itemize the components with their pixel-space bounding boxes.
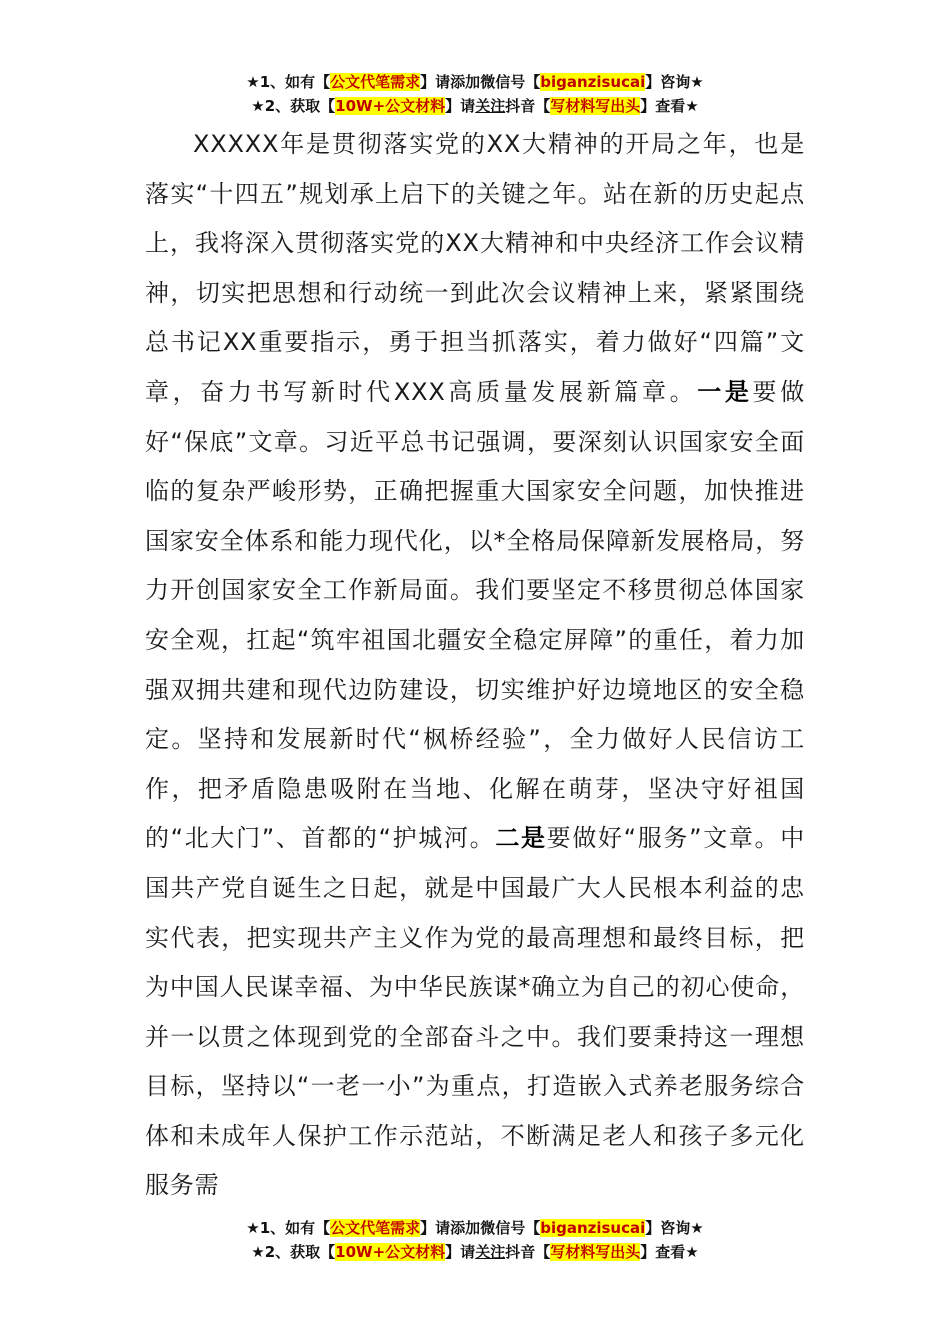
- promo-highlight-wechat-id: biganzisucai: [540, 1219, 646, 1237]
- promo-emphasis: 关注: [475, 1243, 506, 1261]
- promo-text: 】请: [445, 97, 476, 115]
- promo-text: 】查看: [640, 1243, 686, 1261]
- promo-text: 1、如有【: [259, 73, 331, 91]
- promo-text: 】请: [445, 1243, 476, 1261]
- star-icon: ★: [251, 1243, 265, 1261]
- star-icon: ★: [685, 97, 699, 115]
- promo-line-1: [0, 70, 950, 94]
- promo-text: 】请: [420, 1219, 451, 1237]
- promo-text: 】咨询: [645, 1219, 691, 1237]
- promo-highlight-douyin-id: 写材料写出头: [550, 97, 641, 115]
- promo-text: 抖音【: [505, 1243, 551, 1261]
- promo-highlight: 10W+公文材料: [335, 97, 446, 115]
- star-icon: ★: [246, 1219, 260, 1237]
- promo-text: 】咨询: [645, 73, 691, 91]
- promo-emphasis: 关注: [475, 97, 506, 115]
- header-promo-banner: [0, 70, 950, 118]
- promo-emphasis: 添加: [450, 1219, 481, 1237]
- promo-line-2: [0, 1240, 950, 1264]
- promo-highlight: 公文代笔需求: [330, 1219, 421, 1237]
- promo-text: 抖音【: [505, 97, 551, 115]
- promo-highlight: 公文代笔需求: [330, 73, 421, 91]
- promo-line-1: [0, 1216, 950, 1240]
- point-1-text: 要做好“保底”文章。习近平总书记强调，要深刻认识国家安全面临的复杂严峻形势，正确把握重大国家安全问题，加快推进国家安全体系和能力现代化，以*全格局保障新发展格局，努力开创国家安全工作新局面。我们要坚定不移贯彻总体国家安全观，扛起“筑牢祖国北疆安全稳定屏障”的重任，着力加强双拥共建和现代边防建设，切实维护好边境地区的安全稳定。坚持和发展新时代“枫桥经验”，全力做好人民信访工作，把矛盾隐患吸附在当地、化解在萌芽，坚决守好祖国的“北大门”、首都的“护城河。: [145, 377, 805, 853]
- intro-paragraph: XXXXX年是贯彻落实党的XX大精神的开局之年，也是落实“十四五”规划承上启下的关键之年。站在新的历史起点上，我将深入贯彻落实党的XX大精神和中央经济工作会议精神，切实把思想和行动统一到此次会议精神上来，紧紧围绕总书记XX重要指示，勇于担当抓落实，着力做好“四篇”文章，奋力书写新时代XXX高质量发展新篇章。: [145, 130, 805, 406]
- promo-text: 2、获取【: [264, 1243, 336, 1261]
- footer-promo-banner: [0, 1216, 950, 1264]
- promo-text: 微信号【: [480, 73, 541, 91]
- promo-text: 微信号【: [480, 1219, 541, 1237]
- promo-emphasis: 添加: [450, 73, 481, 91]
- star-icon: ★: [246, 73, 260, 91]
- promo-text: 】请: [420, 73, 451, 91]
- promo-text: 1、如有【: [259, 1219, 331, 1237]
- promo-highlight-wechat-id: biganzisucai: [540, 73, 646, 91]
- star-icon: ★: [690, 73, 704, 91]
- star-icon: ★: [690, 1219, 704, 1237]
- promo-text: 】查看: [640, 97, 686, 115]
- promo-highlight-douyin-id: 写材料写出头: [550, 1243, 641, 1261]
- promo-highlight: 10W+公文材料: [335, 1243, 446, 1261]
- point-2-text: 要做好“服务”文章。中国共产党自诞生之日起，就是中国最广大人民根本利益的忠实代表，把实现共产主义作为党的最高理想和最终目标，把为中国人民谋幸福、为中华民族谋*确立为自己的初心使命，并一以贯之体现到党的全部奋斗之中。我们要秉持这一理想目标，坚持以“一老一小”为重点，打造嵌入式养老服务综合体和未成年人保护工作示范站，不断满足老人和孩子多元化服务需: [145, 824, 805, 1200]
- star-icon: ★: [685, 1243, 699, 1261]
- point-1-label: 一是: [697, 377, 753, 406]
- document-body: [145, 120, 805, 1211]
- promo-text: 2、获取【: [264, 97, 336, 115]
- point-2-label: 二是: [495, 824, 547, 853]
- promo-line-2: [0, 94, 950, 118]
- star-icon: ★: [251, 97, 265, 115]
